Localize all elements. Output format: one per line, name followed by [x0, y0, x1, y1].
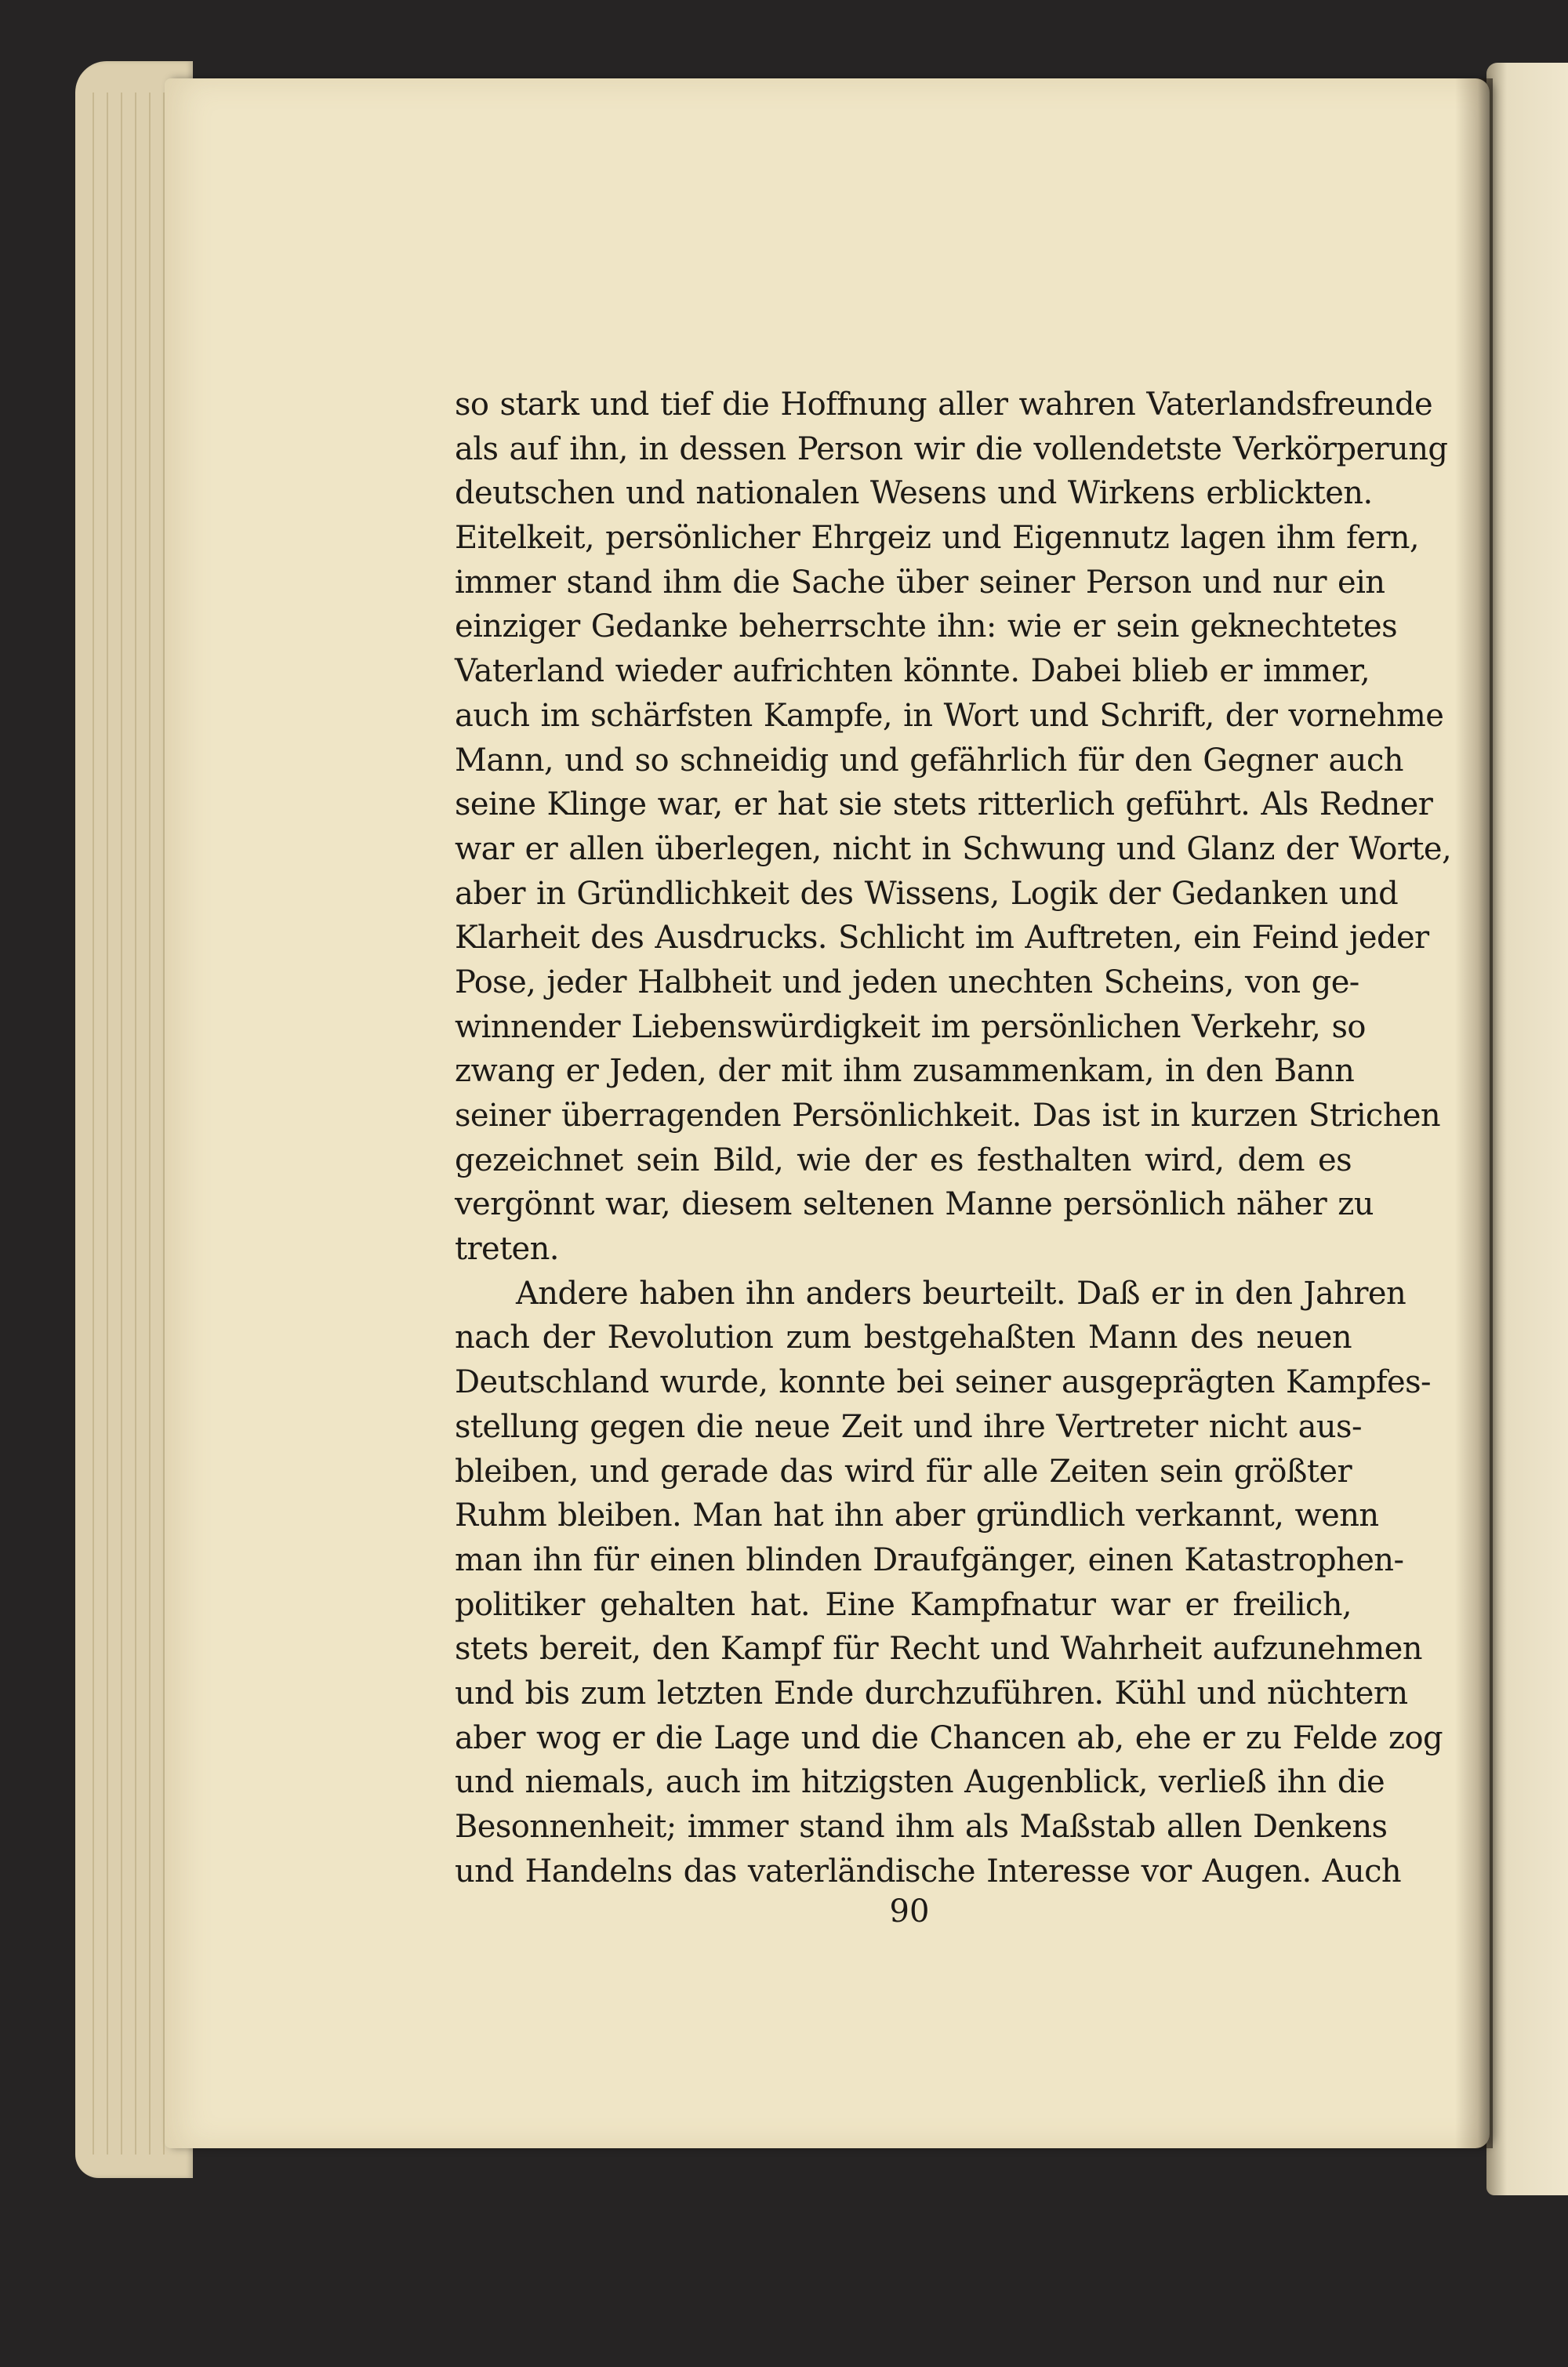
facing-page-edge [1486, 63, 1568, 2195]
text-line: bleiben, und gerade das wird für alle Zeiten sein größter [455, 1453, 1352, 1490]
text-line: zwang er Jeden, der mit ihm zusammenkam, in den Bann [455, 1053, 1355, 1090]
text-line: aber in Gründlichkeit des Wissens, Logik der Gedanken und [455, 875, 1399, 912]
text-line: vergönnt war, diesem seltenen Manne persönlich näher zu [455, 1186, 1374, 1223]
text-line: gezeichnet sein Bild, wie der es festhalten wird, dem es [455, 1142, 1352, 1178]
text-line: so stark und tief die Hoffnung aller wahren Vaterlandsfreunde [455, 387, 1433, 423]
text-line: seine Klinge war, er hat sie stets ritterlich geführt. Als Redner [455, 786, 1433, 823]
text-line: stets bereit, den Kampf für Recht und Wahrheit aufzunehmen [455, 1631, 1422, 1668]
text-line: winnender Liebenswürdigkeit im persönlichen Verkehr, so [455, 1008, 1366, 1045]
text-line: als auf ihn, in dessen Person wir die vollendetste Verkörperung [455, 430, 1448, 467]
text-line: und bis zum letzten Ende durchzuführen. Kühl und nüchtern [455, 1675, 1408, 1712]
text-line: Mann, und so schneidig und gefährlich für den Gegner auch [455, 742, 1403, 779]
text-line: Andere haben ihn anders beurteilt. Daß er in den Jahren [516, 1275, 1406, 1312]
text-line: man ihn für einen blinden Draufgänger, einen Katastrophen- [455, 1541, 1404, 1578]
text-line: Klarheit des Ausdrucks. Schlicht im Auftreten, ein Feind jeder [455, 920, 1429, 957]
text-line: stellung gegen die neue Zeit und ihre Vertreter nicht aus- [455, 1408, 1362, 1445]
text-line: auch im schärfsten Kampfe, in Wort und Schrift, der vornehme [455, 697, 1444, 734]
text-line: deutschen und nationalen Wesens und Wirkens erblickten. [455, 475, 1373, 512]
text-line: Besonnenheit; immer stand ihm als Maßstab allen Denkens [455, 1809, 1388, 1845]
text-line: nach der Revolution zum bestgehaßten Mann des neuen [455, 1320, 1352, 1356]
text-line: treten. [455, 1231, 559, 1268]
body-text [455, 383, 1452, 1893]
text-line: immer stand ihm die Sache über seiner Person und nur ein [455, 564, 1385, 601]
text-line: Deutschland wurde, konnte bei seiner ausgeprägten Kampfes- [455, 1364, 1431, 1401]
text-line: Pose, jeder Halbheit und jeden unechten Scheins, von ge- [455, 964, 1359, 1000]
text-line: einziger Gedanke beherrschte ihn: wie er sein geknechtetes [455, 608, 1398, 645]
text-line: Vaterland wieder aufrichten könnte. Dabei blieb er immer, [455, 653, 1370, 690]
page-number: 90 [889, 1893, 930, 1930]
text-line: Eitelkeit, persönlicher Ehrgeiz und Eigennutz lagen ihm fern, [455, 520, 1420, 557]
text-line: und niemals, auch im hitzigsten Augenblick, verließ ihn die [455, 1764, 1385, 1801]
text-line: seiner überragenden Persönlichkeit. Das ist in kurzen Strichen [455, 1098, 1441, 1134]
text-line: politiker gehalten hat. Eine Kampfnatur war er freilich, [455, 1586, 1352, 1623]
text-line: war er allen überlegen, nicht in Schwung und Glanz der Worte, [455, 830, 1452, 867]
gutter-shadow [1455, 78, 1493, 2148]
text-line: Ruhm bleiben. Man hat ihn aber gründlich verkannt, wenn [455, 1498, 1379, 1534]
text-line: aber wog er die Lage und die Chancen ab, ehe er zu Felde zog [455, 1719, 1443, 1756]
text-line: und Handelns das vaterländische Interesse vor Augen. Auch [455, 1853, 1402, 1890]
